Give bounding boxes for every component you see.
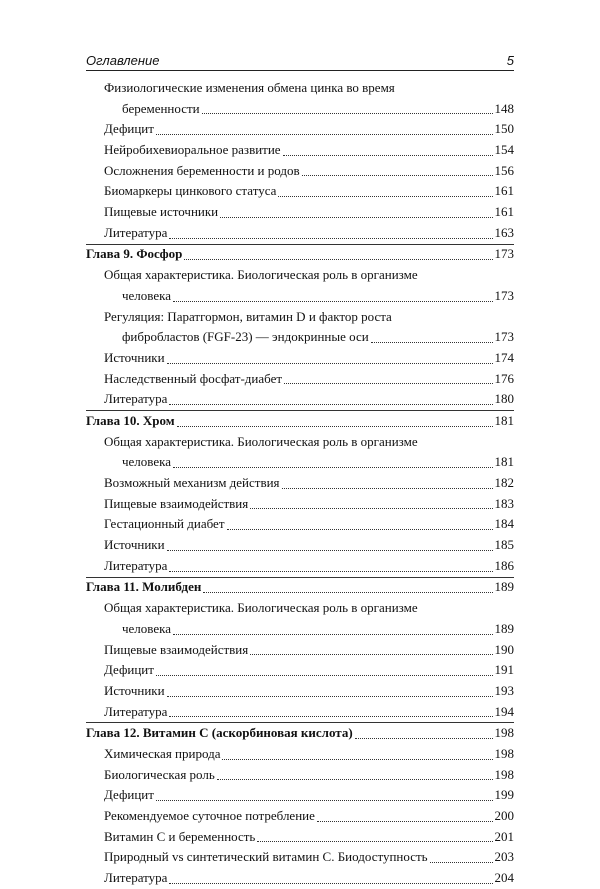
toc-page-number: 201	[494, 828, 514, 844]
dot-leader	[156, 134, 493, 135]
toc-entry[interactable]	[86, 78, 514, 119]
toc-page-number: 181	[494, 454, 514, 470]
toc-entry-title: человека	[122, 620, 172, 636]
toc-page-number: 161	[494, 204, 514, 220]
dot-leader	[217, 779, 493, 780]
dot-leader	[173, 634, 492, 635]
toc-entry[interactable]	[86, 202, 514, 223]
toc-entry[interactable]	[86, 556, 514, 577]
dot-leader	[203, 592, 492, 593]
toc-page-number: 163	[494, 224, 514, 240]
dot-leader	[284, 383, 492, 384]
toc-entry-title: Глава 10. Хром	[86, 412, 175, 428]
toc-entry[interactable]	[86, 494, 514, 515]
toc-entry[interactable]	[86, 389, 514, 410]
toc-page-number: 161	[494, 183, 514, 199]
toc-page-number: 194	[494, 703, 514, 719]
dot-leader	[227, 529, 493, 530]
dot-leader	[355, 738, 493, 739]
dot-leader	[169, 883, 492, 884]
toc-entry[interactable]	[86, 640, 514, 661]
running-header	[86, 48, 514, 68]
toc-page-number: 204	[494, 870, 514, 886]
toc-entry[interactable]	[86, 868, 514, 889]
toc-entry-title: Пищевые взаимодействия	[104, 641, 249, 657]
toc-page-number: 198	[494, 745, 514, 761]
toc-entry[interactable]	[86, 223, 514, 244]
toc-entry-title: Гестационный диабет	[104, 516, 225, 532]
toc-page-number: 189	[494, 579, 514, 595]
dot-leader	[169, 716, 492, 717]
dot-leader	[177, 426, 493, 427]
toc-entry[interactable]	[86, 369, 514, 390]
toc-page-number: 173	[494, 287, 514, 303]
toc-entry-title-line: Регуляция: Паратгормон, витамин D и фактор роста	[104, 308, 392, 324]
dot-leader	[302, 175, 493, 176]
toc-page-number: 174	[494, 349, 514, 365]
header-title: Оглавление	[86, 53, 160, 68]
dot-leader	[169, 404, 492, 405]
dot-leader	[430, 862, 493, 863]
toc-entry-title: Источники	[104, 349, 165, 365]
toc-entry-title: Глава 11. Молибден	[86, 579, 202, 595]
dot-leader	[173, 301, 492, 302]
toc-page-number: 156	[494, 162, 514, 178]
toc-entry[interactable]	[86, 348, 514, 369]
toc-page-number: 150	[494, 121, 514, 137]
toc-entry-title: Источники	[104, 682, 165, 698]
toc-entry-title: Наследственный фосфат-диабет	[104, 370, 283, 386]
toc-entry-title-line: Общая характеристика. Биологическая роль в организме	[104, 600, 418, 616]
toc-page-number: 180	[494, 391, 514, 407]
dot-leader	[282, 488, 493, 489]
dot-leader	[371, 342, 493, 343]
toc-entry-title-line: Общая характеристика. Биологическая роль в организме	[104, 433, 418, 449]
toc-entry-title: Химическая природа	[104, 745, 221, 761]
toc-entry-title-line: Общая характеристика. Биологическая роль в организме	[104, 267, 418, 283]
toc-entry[interactable]	[86, 432, 514, 473]
toc-chapter[interactable]	[86, 723, 514, 744]
toc-page-number: 200	[494, 808, 514, 824]
toc-entry[interactable]	[86, 806, 514, 827]
dot-leader	[250, 654, 492, 655]
toc-entry[interactable]	[86, 744, 514, 765]
toc-page-number: 203	[494, 849, 514, 865]
toc-page-number: 173	[494, 329, 514, 345]
toc-page-number: 185	[494, 537, 514, 553]
toc-entry[interactable]	[86, 827, 514, 848]
toc-page-number: 181	[494, 412, 514, 428]
toc-entry-title: человека	[122, 454, 172, 470]
toc-page-number: 183	[494, 495, 514, 511]
toc-entry[interactable]	[86, 265, 514, 306]
toc-page-number: 189	[494, 620, 514, 636]
dot-leader	[167, 696, 493, 697]
toc-entry-title: Природный vs синтетический витамин С. Биодоступность	[104, 849, 428, 865]
toc-entry[interactable]	[86, 535, 514, 556]
dot-leader	[222, 759, 492, 760]
toc-entry-title: Пищевые источники	[104, 204, 219, 220]
header-rule	[86, 70, 514, 71]
toc-page-number: 186	[494, 557, 514, 573]
toc-page-number: 191	[494, 662, 514, 678]
toc-page-number: 154	[494, 142, 514, 158]
dot-leader	[317, 821, 493, 822]
toc-page-number: 190	[494, 641, 514, 657]
toc-entry[interactable]	[86, 681, 514, 702]
dot-leader	[257, 841, 492, 842]
toc-page-number: 173	[494, 246, 514, 262]
toc-entry-title: Биомаркеры цинкового статуса	[104, 183, 277, 199]
toc-entry[interactable]	[86, 765, 514, 786]
dot-leader	[250, 508, 492, 509]
toc-entry[interactable]	[86, 140, 514, 161]
dot-leader	[169, 238, 492, 239]
dot-leader	[220, 217, 492, 218]
page-number: 5	[506, 53, 514, 68]
toc-entry-title: Пищевые взаимодействия	[104, 495, 249, 511]
toc-entry-title: беременности	[122, 100, 200, 116]
dot-leader	[184, 259, 492, 260]
toc-page-number: 184	[494, 516, 514, 532]
dot-leader	[283, 155, 493, 156]
toc-entry[interactable]	[86, 307, 514, 348]
toc-entry-title: Дефицит	[104, 787, 154, 803]
toc-entry-title: Витамин С и беременность	[104, 828, 256, 844]
toc-entry[interactable]	[86, 514, 514, 535]
toc-entry-title: Глава 9. Фосфор	[86, 246, 183, 262]
toc-entry[interactable]	[86, 473, 514, 494]
toc-entry[interactable]	[86, 847, 514, 868]
toc-entry-title: человека	[122, 287, 172, 303]
toc-entry-title: Нейробихевиоральное развитие	[104, 142, 281, 158]
dot-leader	[202, 113, 493, 114]
toc-page-number: 198	[494, 766, 514, 782]
toc-entry-title: Источники	[104, 537, 165, 553]
toc-chapter[interactable]	[86, 578, 514, 599]
toc-entry[interactable]	[86, 181, 514, 202]
toc-page-number: 199	[494, 787, 514, 803]
toc-entry[interactable]	[86, 785, 514, 806]
toc-entry-title: Литература	[104, 870, 168, 886]
toc-entry[interactable]	[86, 119, 514, 140]
toc-entry-title: Литература	[104, 703, 168, 719]
dot-leader	[173, 467, 492, 468]
toc-page-number: 193	[494, 682, 514, 698]
toc-chapter[interactable]	[86, 245, 514, 266]
toc-entry-title: Дефицит	[104, 662, 154, 678]
toc-entry-title: Осложнения беременности и родов	[104, 162, 300, 178]
toc-page-number: 198	[494, 725, 514, 741]
toc-entry-title: Глава 12. Витамин С (аскорбиновая кислота)	[86, 725, 353, 741]
dot-leader	[169, 571, 492, 572]
toc-page-number: 148	[494, 100, 514, 116]
toc-entry-title: Дефицит	[104, 121, 154, 137]
toc-entry-title: Литература	[104, 224, 168, 240]
dot-leader	[167, 363, 493, 364]
toc-entry-title: Рекомендуемое суточное потребление	[104, 808, 315, 824]
dot-leader	[278, 196, 492, 197]
toc-entry[interactable]	[86, 702, 514, 723]
toc-page-number: 182	[494, 475, 514, 491]
toc-entry-title: Биологическая роль	[104, 766, 215, 782]
dot-leader	[167, 550, 493, 551]
toc-entry-title: фибробластов (FGF-23) — эндокринные оси	[122, 329, 369, 345]
toc-entry[interactable]	[86, 598, 514, 639]
toc-entry-title-line: Физиологические изменения обмена цинка во время	[104, 80, 395, 95]
toc-entry-title: Литература	[104, 557, 168, 573]
toc-entry[interactable]	[86, 161, 514, 182]
dot-leader	[156, 800, 493, 801]
dot-leader	[156, 675, 493, 676]
toc-entry-title: Литература	[104, 391, 168, 407]
table-of-contents	[86, 78, 514, 889]
toc-entry-title: Возможный механизм действия	[104, 475, 280, 491]
toc-page-number: 176	[494, 370, 514, 386]
toc-entry[interactable]	[86, 660, 514, 681]
toc-chapter[interactable]	[86, 411, 514, 432]
